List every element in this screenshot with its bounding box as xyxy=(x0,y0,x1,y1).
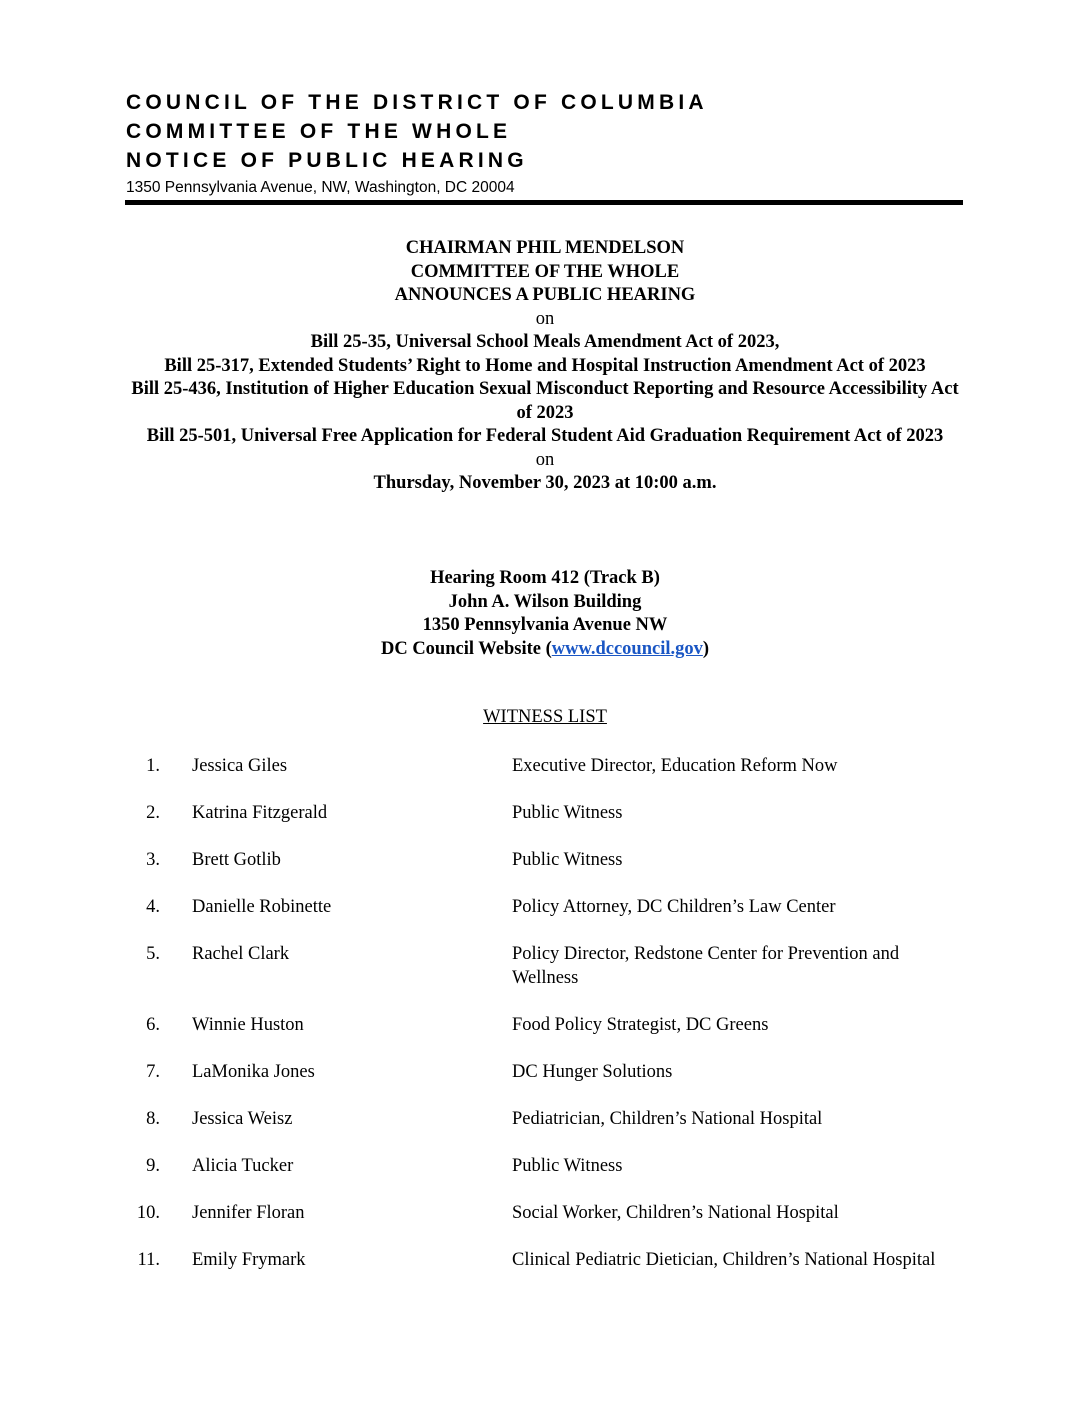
letterhead-address: 1350 Pennsylvania Avenue, NW, Washington, DC 20004 xyxy=(126,179,515,196)
witness-affiliation: Social Worker, Children’s National Hospital xyxy=(512,1202,839,1223)
witness-row xyxy=(130,1202,960,1226)
witness-name: Jessica Giles xyxy=(192,756,288,776)
chairman-line: CHAIRMAN PHIL MENDELSON xyxy=(405,238,685,258)
on-connector: on xyxy=(535,308,555,329)
witness-name: Danielle Robinette xyxy=(192,897,332,917)
letterhead-committee: COMMITTEE OF THE WHOLE xyxy=(126,120,512,143)
witness-number: 7. xyxy=(146,1061,160,1082)
website-line xyxy=(130,638,960,662)
letterhead xyxy=(126,88,966,199)
witness-row xyxy=(130,943,960,990)
announces-line: ANNOUNCES A PUBLIC HEARING xyxy=(394,285,696,305)
witness-name: Jessica Weisz xyxy=(192,1108,293,1129)
witness-row xyxy=(130,1014,960,1038)
website-suffix: ) xyxy=(702,638,710,659)
witness-affiliation: Food Policy Strategist, DC Greens xyxy=(512,1014,769,1035)
witness-affiliation: Policy Director, Redstone Center for Prevention and Wellness xyxy=(512,944,900,988)
witness-name: Brett Gotlib xyxy=(192,850,281,870)
witness-number: 4. xyxy=(146,897,160,917)
witness-row xyxy=(130,802,960,826)
witness-row xyxy=(130,1108,960,1132)
witness-name: Jennifer Floran xyxy=(192,1202,305,1223)
letterhead-notice: NOTICE OF PUBLIC HEARING xyxy=(126,149,528,172)
witness-affiliation: Pediatrician, Children’s National Hospital xyxy=(512,1108,823,1129)
hearing-datetime: Thursday, November 30, 2023 at 10:00 a.m. xyxy=(373,473,717,493)
witness-number: 3. xyxy=(146,850,160,870)
witness-name: Winnie Huston xyxy=(192,1014,304,1035)
letterhead-council: COUNCIL OF THE DISTRICT OF COLUMBIA xyxy=(126,91,708,114)
building-name: John A. Wilson Building xyxy=(448,591,642,612)
bill-item: Bill 25-436, Institution of Higher Education Sexual Misconduct Reporting and Resource Accessibility Act of 2023 xyxy=(131,379,959,423)
witness-number: 10. xyxy=(136,1202,160,1223)
bill-item: Bill 25-501, Universal Free Application for Federal Student Aid Graduation Requirement Act of 2023 xyxy=(146,426,944,446)
witness-row xyxy=(130,1061,960,1085)
hearing-room: Hearing Room 412 (Track B) xyxy=(430,568,660,588)
witness-affiliation: Clinical Pediatric Dietician, Children’s National Hospital xyxy=(512,1249,936,1270)
witness-affiliation: Policy Attorney, DC Children’s Law Center xyxy=(512,897,836,917)
witness-name: Rachel Clark xyxy=(192,944,290,964)
witness-row xyxy=(130,849,960,873)
witness-number: 5. xyxy=(146,944,160,964)
witness-name: LaMonika Jones xyxy=(192,1061,315,1082)
witness-affiliation: DC Hunger Solutions xyxy=(512,1061,673,1082)
website-prefix: DC Council Website ( xyxy=(380,638,552,659)
witness-number: 11. xyxy=(137,1249,160,1270)
witness-name: Katrina Fitzgerald xyxy=(192,803,328,823)
bill-item: Bill 25-35, Universal School Meals Amendment Act of 2023, xyxy=(310,332,780,352)
website-link[interactable]: www.dccouncil.gov xyxy=(551,638,703,659)
witness-number: 8. xyxy=(146,1108,160,1129)
witness-list-title: WITNESS LIST xyxy=(483,707,607,727)
hearing-announcement xyxy=(130,237,960,496)
bill-item: Bill 25-317, Extended Students’ Right to Home and Hospital Instruction Amendment Act of 2023 xyxy=(164,355,926,376)
witness-row xyxy=(130,896,960,920)
witness-row xyxy=(130,1155,960,1179)
witness-number: 2. xyxy=(146,803,160,823)
street-address: 1350 Pennsylvania Avenue NW xyxy=(422,615,668,635)
witness-affiliation: Executive Director, Education Reform Now xyxy=(512,756,838,776)
hearing-venue xyxy=(130,567,960,661)
header-divider xyxy=(125,200,963,205)
witness-row xyxy=(130,1249,960,1273)
on-connector: on xyxy=(535,449,555,470)
witness-number: 1. xyxy=(146,756,160,776)
witness-affiliation: Public Witness xyxy=(512,803,623,823)
witness-number: 9. xyxy=(146,1155,160,1176)
witness-name: Emily Frymark xyxy=(192,1249,306,1270)
witness-name: Alicia Tucker xyxy=(192,1155,294,1176)
witness-affiliation: Public Witness xyxy=(512,850,623,870)
witness-list xyxy=(130,755,960,1296)
witness-row xyxy=(130,755,960,779)
witness-affiliation: Public Witness xyxy=(512,1155,623,1176)
committee-line: COMMITTEE OF THE WHOLE xyxy=(410,261,680,282)
witness-number: 6. xyxy=(146,1014,160,1035)
